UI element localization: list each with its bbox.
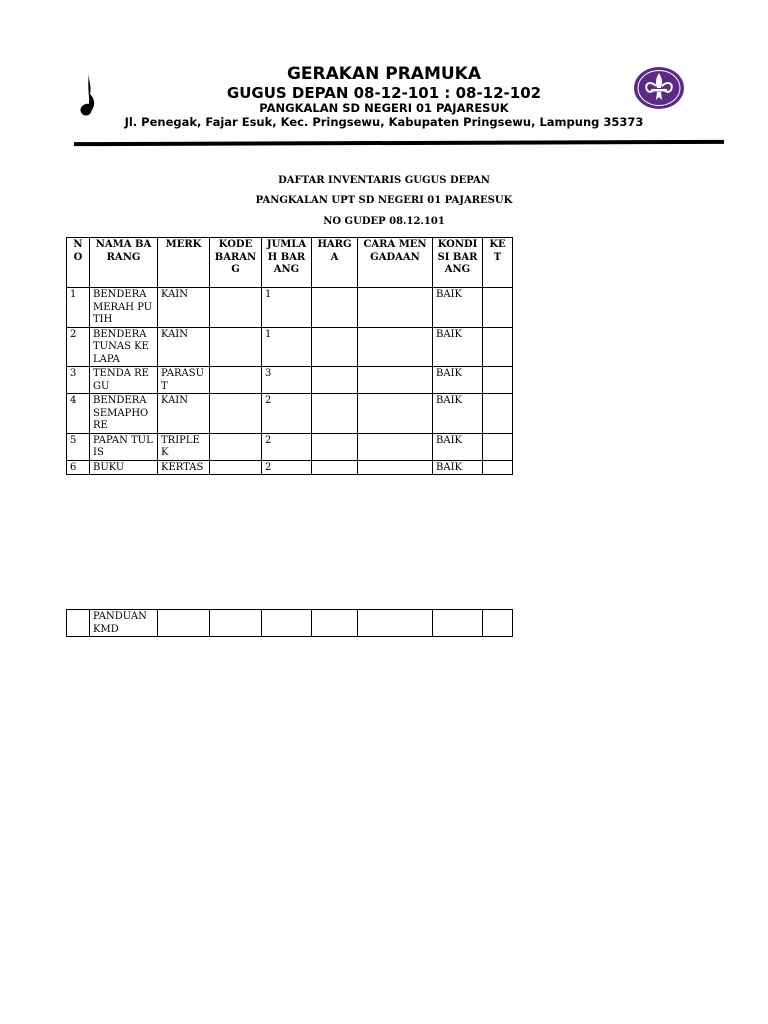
scout-fleur-de-lis-logo-icon [633, 66, 685, 110]
cell-ket [483, 460, 513, 475]
cell-kondisi: BAIK [433, 288, 483, 328]
cell-nama: TENDA REGU [90, 367, 158, 394]
cell-kondisi [433, 610, 483, 637]
cell-kode [210, 610, 262, 637]
cell-jumlah: 2 [262, 460, 312, 475]
cell-nama: PAPAN TULIS [90, 433, 158, 460]
table-row [67, 367, 513, 394]
col-header-kondisi-barang: KONDISI BARANG [433, 238, 483, 288]
cell-cara [358, 433, 433, 460]
cell-jumlah: 1 [262, 327, 312, 367]
address: Jl. Penegak, Fajar Esuk, Kec. Pringsewu, Kabupaten Pringsewu, Lampung 35373 [124, 115, 644, 129]
col-header-merk: MERK [158, 238, 210, 288]
col-header-ket: KET [483, 238, 513, 288]
cell-merk: KERTAS [158, 460, 210, 475]
cell-harga [312, 367, 358, 394]
cell-nama: BENDERA TUNAS KELAPA [90, 327, 158, 367]
col-header-nama-barang: NAMA BARANG [90, 238, 158, 288]
cell-harga [312, 460, 358, 475]
cell-ket [483, 288, 513, 328]
col-header-cara-mengadaan: CARA MENGADAAN [358, 238, 433, 288]
pangkalan-name: PANGKALAN SD NEGERI 01 PAJARESUK [259, 101, 509, 115]
cell-cara [358, 460, 433, 475]
cell-nama: BUKU [90, 460, 158, 475]
cell-nama: BENDERA MERAH PUTIH [90, 288, 158, 328]
cell-no: 5 [67, 433, 90, 460]
cell-kondisi: BAIK [433, 394, 483, 434]
col-header-no: NO [67, 238, 90, 288]
header-divider [74, 140, 724, 146]
cell-ket [483, 327, 513, 367]
col-header-jumlah-barang: JUMLAH BARANG [262, 238, 312, 288]
inventory-table-continued [66, 609, 513, 637]
inventory-table [66, 237, 513, 475]
cell-no [67, 610, 90, 637]
table-row [67, 460, 513, 475]
cell-harga [312, 610, 358, 637]
cell-harga [312, 288, 358, 328]
cell-no: 2 [67, 327, 90, 367]
cell-merk: KAIN [158, 327, 210, 367]
cell-nama: PANDUAN KMD [90, 610, 158, 637]
cell-kode [210, 327, 262, 367]
cell-kondisi: BAIK [433, 433, 483, 460]
cell-kode [210, 367, 262, 394]
cell-cara [358, 367, 433, 394]
cell-no: 6 [67, 460, 90, 475]
doc-gudep-number: NO GUDEP 08.12.101 [323, 216, 445, 227]
cell-jumlah [262, 610, 312, 637]
table-row [67, 288, 513, 328]
cell-ket [483, 367, 513, 394]
table-row [67, 433, 513, 460]
doc-subtitle: PANGKALAN UPT SD NEGERI 01 PAJARESUK [255, 195, 513, 206]
table-header-row [67, 238, 513, 288]
cell-kondisi: BAIK [433, 460, 483, 475]
cell-ket [483, 433, 513, 460]
cell-merk: KAIN [158, 288, 210, 328]
cell-kode [210, 394, 262, 434]
cell-harga [312, 433, 358, 460]
cell-merk: TRIPLEK [158, 433, 210, 460]
gugus-depan-number: GUGUS DEPAN 08-12-101 : 08-12-102 [226, 84, 542, 102]
cell-no: 1 [67, 288, 90, 328]
cell-kode [210, 433, 262, 460]
cell-jumlah: 3 [262, 367, 312, 394]
cell-jumlah: 2 [262, 394, 312, 434]
cell-no: 4 [67, 394, 90, 434]
cell-ket [483, 394, 513, 434]
cell-cara [358, 288, 433, 328]
col-header-kode-barang: KODE BARANG [210, 238, 262, 288]
table-row [67, 327, 513, 367]
cell-merk: KAIN [158, 394, 210, 434]
table-row [67, 610, 513, 637]
org-name: GERAKAN PRAMUKA [286, 64, 482, 84]
cell-merk [158, 610, 210, 637]
cell-nama: BENDERA SEMAPHORE [90, 394, 158, 434]
cell-ket [483, 610, 513, 637]
col-header-harga: HARGA [312, 238, 358, 288]
table-row [67, 394, 513, 434]
cell-cara [358, 327, 433, 367]
cell-harga [312, 394, 358, 434]
cell-kode [210, 288, 262, 328]
cell-cara [358, 394, 433, 434]
cell-jumlah: 2 [262, 433, 312, 460]
cell-harga [312, 327, 358, 367]
cell-kondisi: BAIK [433, 327, 483, 367]
cell-kode [210, 460, 262, 475]
cell-kondisi: BAIK [433, 367, 483, 394]
doc-title: DAFTAR INVENTARIS GUGUS DEPAN [278, 175, 490, 186]
cell-jumlah: 1 [262, 288, 312, 328]
cell-cara [358, 610, 433, 637]
cell-no: 3 [67, 367, 90, 394]
cell-merk: PARASUT [158, 367, 210, 394]
